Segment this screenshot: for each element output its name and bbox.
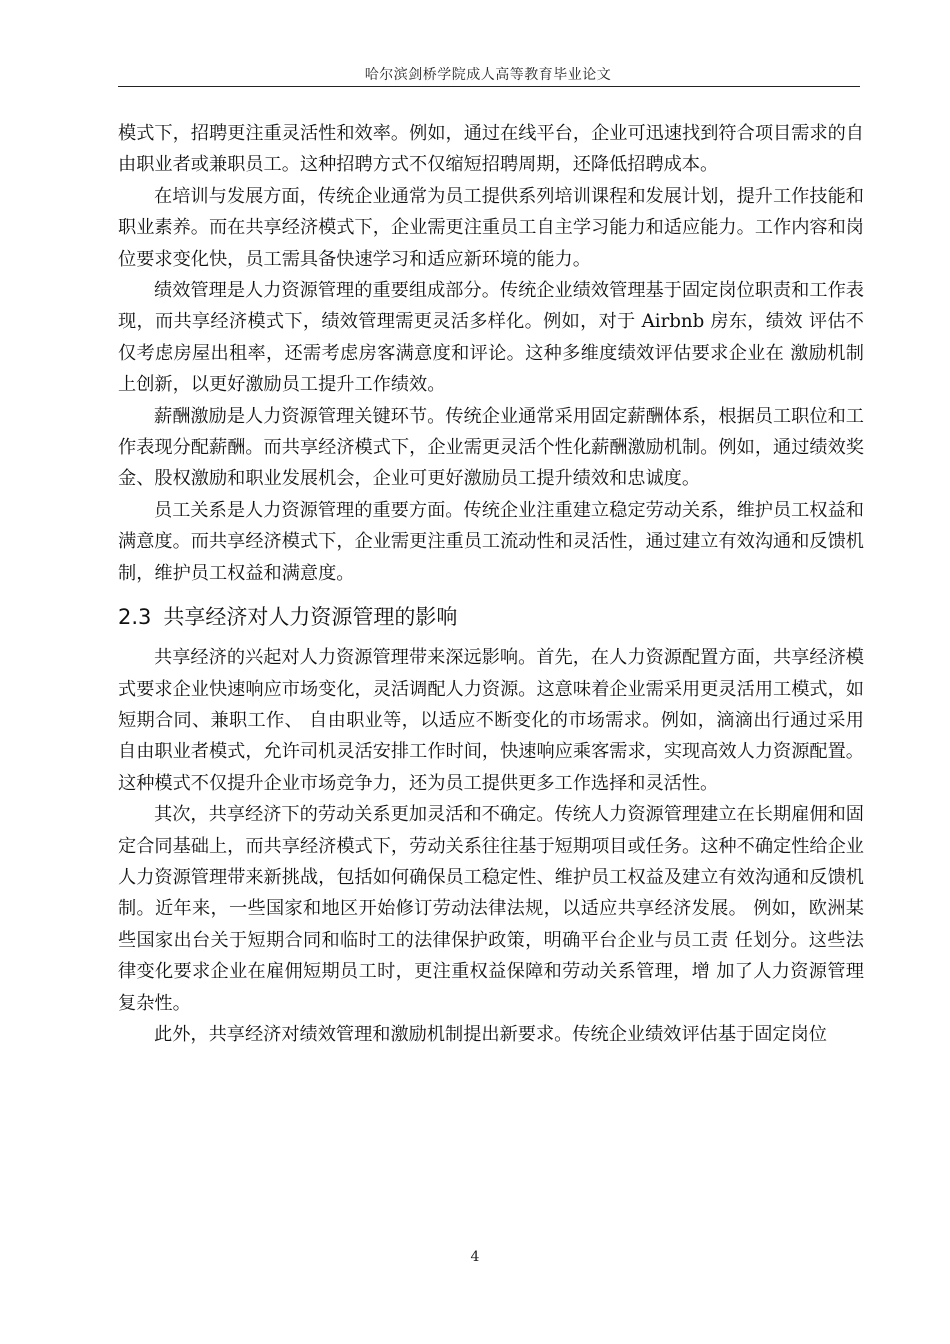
paragraph-performance: 绩效管理是人力资源管理的重要组成部分。传统企业绩效管理基于固定岗位职责和工作表现，而共享经济模式下，绩效管理需更灵活多样化。例如，对于 Airbnb 房东，绩效 评估不仅考虑房屋出租率，还需考虑房客满意度和评论。这种多维度绩效评估要求企业在 激励机制上创新，以更好激励员工提升工作绩效。 — [118, 280, 864, 396]
paragraph-continued: 模式下，招聘更注重灵活性和效率。例如，通过在线平台，企业可迅速找到符合项目需求的自由职业者或兼职员工。这种招聘方式不仅缩短招聘周期，还降低招聘成本。 — [118, 123, 864, 176]
paragraph-incentives: 此外，共享经济对绩效管理和激励机制提出新要求。传统企业绩效评估基于固定岗位 — [154, 1023, 827, 1045]
paragraph-compensation: 薪酬激励是人力资源管理关键环节。传统企业通常采用固定薪酬体系，根据员工职位和工作表现分配薪酬。而共享经济模式下，企业需更灵活个性化薪酬激励机制。例如，通过绩效奖金、股权激励和职业发展机会，企业可更好激励员工提升绩效和忠诚度。 — [118, 405, 864, 490]
header-divider — [118, 86, 860, 87]
page-number: 4 — [470, 1249, 480, 1265]
paragraph-labor-relations: 其次，共享经济下的劳动关系更加灵活和不确定。传统人力资源管理建立在长期雇佣和固定合同基础上，而共享经济模式下，劳动关系往往基于短期项目或任务。这种不确定性给企业人力资源管理带来新挑战，包括如何确保员工稳定性、维护员工权益及建立有效沟通和反馈机制。近年来，一些国家和地区开始修订劳动法律法规，以适应共享经济发展。 例如，欧洲某些国家出台关于短期合同和临时工的法律保护政策，明确平台企业与员工责 任划分。这些法律变化要求企业在雇佣短期员工时，更注重权益保障和劳动关系管理，增 加了人力资源管理复杂性。 — [118, 804, 864, 1014]
body-text — [118, 118, 864, 1050]
paragraph-training: 在培训与发展方面，传统企业通常为员工提供系列培训课程和发展计划，提升工作技能和职业素养。而在共享经济模式下，企业需更注重员工自主学习能力和适应能力。工作内容和岗位要求变化快，员工需具备快速学习和适应新环境的能力。 — [118, 185, 864, 270]
section-number: 2.3 — [118, 605, 152, 630]
section-heading — [118, 603, 864, 631]
paragraph-allocation: 共享经济的兴起对人力资源管理带来深远影响。首先，在人力资源配置方面，共享经济模式要求企业快速响应市场变化，灵活调配人力资源。这意味着企业需采用更灵活用工模式，如短期合同、兼职工作、 自由职业等，以适应不断变化的市场需求。例如，滴滴出行通过采用自由职业者模式，允许司机灵活安排工作时间，快速响应乘客需求，实现高效人力资源配置。这种模式不仅提升企业市场竞争力，还为员工提供更多工作选择和灵活性。 — [118, 647, 864, 794]
running-header: 哈尔滨剑桥学院成人高等教育毕业论文 — [364, 67, 612, 83]
paragraph-employee-relations: 员工关系是人力资源管理的重要方面。传统企业注重建立稳定劳动关系，维护员工权益和满意度。而共享经济模式下，企业需更注重员工流动性和灵活性，通过建立有效沟通和反馈机制，维护员工权益和满意度。 — [118, 499, 864, 584]
section-title: 共享经济对人力资源管理的影响 — [163, 605, 458, 630]
